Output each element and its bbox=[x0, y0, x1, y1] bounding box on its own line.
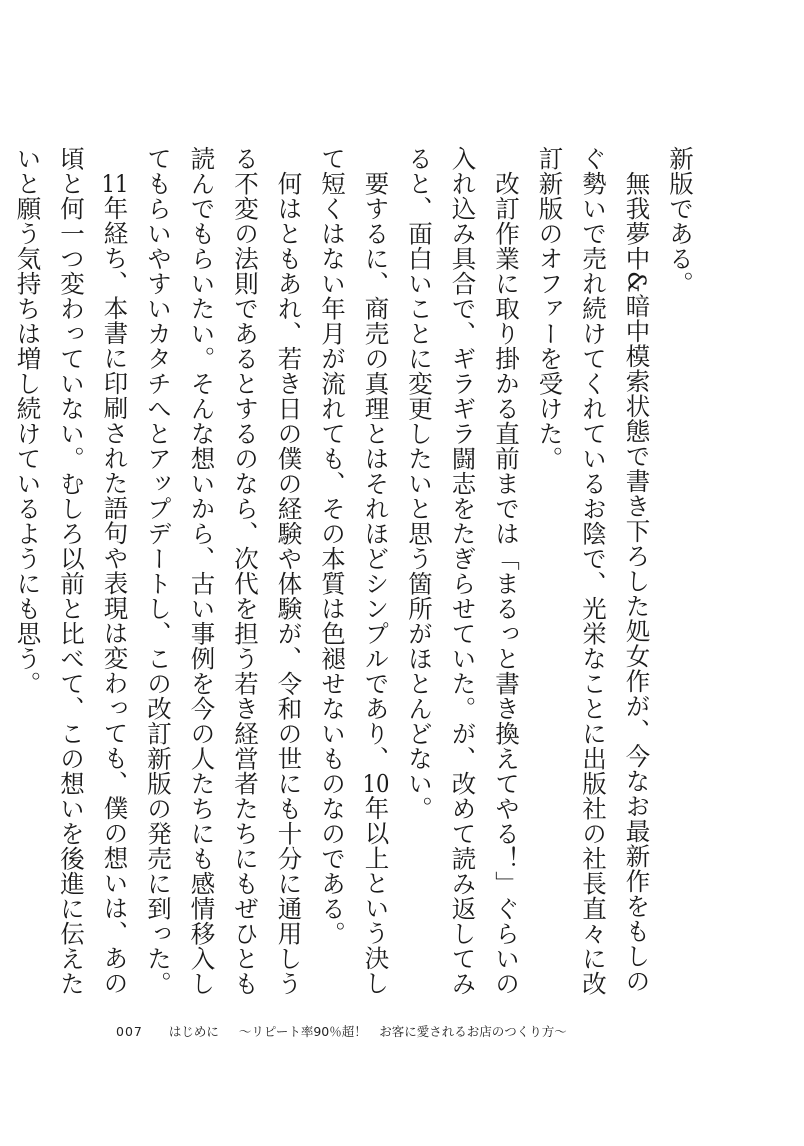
page-footer bbox=[116, 1022, 567, 1040]
paragraph bbox=[311, 146, 398, 996]
paragraph: 何はともあれ、若き日の僕の経験や体験が、令和の世にも十分に通用しうる不変の法則であるとするのなら、次代を担う若き経営者たちにもぜひとも読んでもらいたい。そんな想いから、古い事例を今の人たちにも感情移入してもらいやすいカタチへとアップデートし、この改訂新版の発売に到った。 bbox=[144, 146, 304, 996]
chapter-label: はじめに bbox=[168, 1024, 219, 1039]
paragraph: 無我夢中&暗中模索状態で書き下ろした処女作が、今なお最新作をもしのぐ勢いで売れ続けてくれているお陰で、光栄なことに出版社の社長直々に改訂新版のオファーを受けた。 bbox=[535, 146, 652, 996]
paragraph-text: 年以上という決して短くはない年月が流れても、その本質は色褪せないものなのである。 bbox=[318, 146, 391, 995]
paragraph-continuation: 新版である。 bbox=[666, 146, 695, 296]
paragraph-text: 年経ち、本書に印刷された語句や表現は変わっても、僕の想いは、あの頃と何一つ変わっていない。むしろ以前と比べて、この想いを後進に伝えたいと願う気持ちは増し続けているようにも思う。 bbox=[13, 146, 130, 996]
paragraph-text: 要するに、商売の真理とはそれほどシンプルであり、 bbox=[361, 170, 391, 771]
book-subtitle: ～リピート率90％超！ お客に愛されるお店のつくり方～ bbox=[238, 1024, 567, 1039]
paragraph bbox=[6, 146, 137, 996]
paragraph-number: 10 bbox=[362, 770, 390, 795]
vertical-body-text bbox=[13, 146, 702, 996]
paragraph: 改訂作業に取り掛かる直前までは「まるっと書き換えてやる！」ぐらいの入れ込み具合で、ギラギラ闘志をたぎらせていた。が、改めて読み返してみると、面白いことに変更したいと思う箇所がほとんどない。 bbox=[405, 146, 521, 996]
paragraph-number: 11 bbox=[101, 170, 129, 195]
page-number: 007 bbox=[116, 1024, 143, 1039]
